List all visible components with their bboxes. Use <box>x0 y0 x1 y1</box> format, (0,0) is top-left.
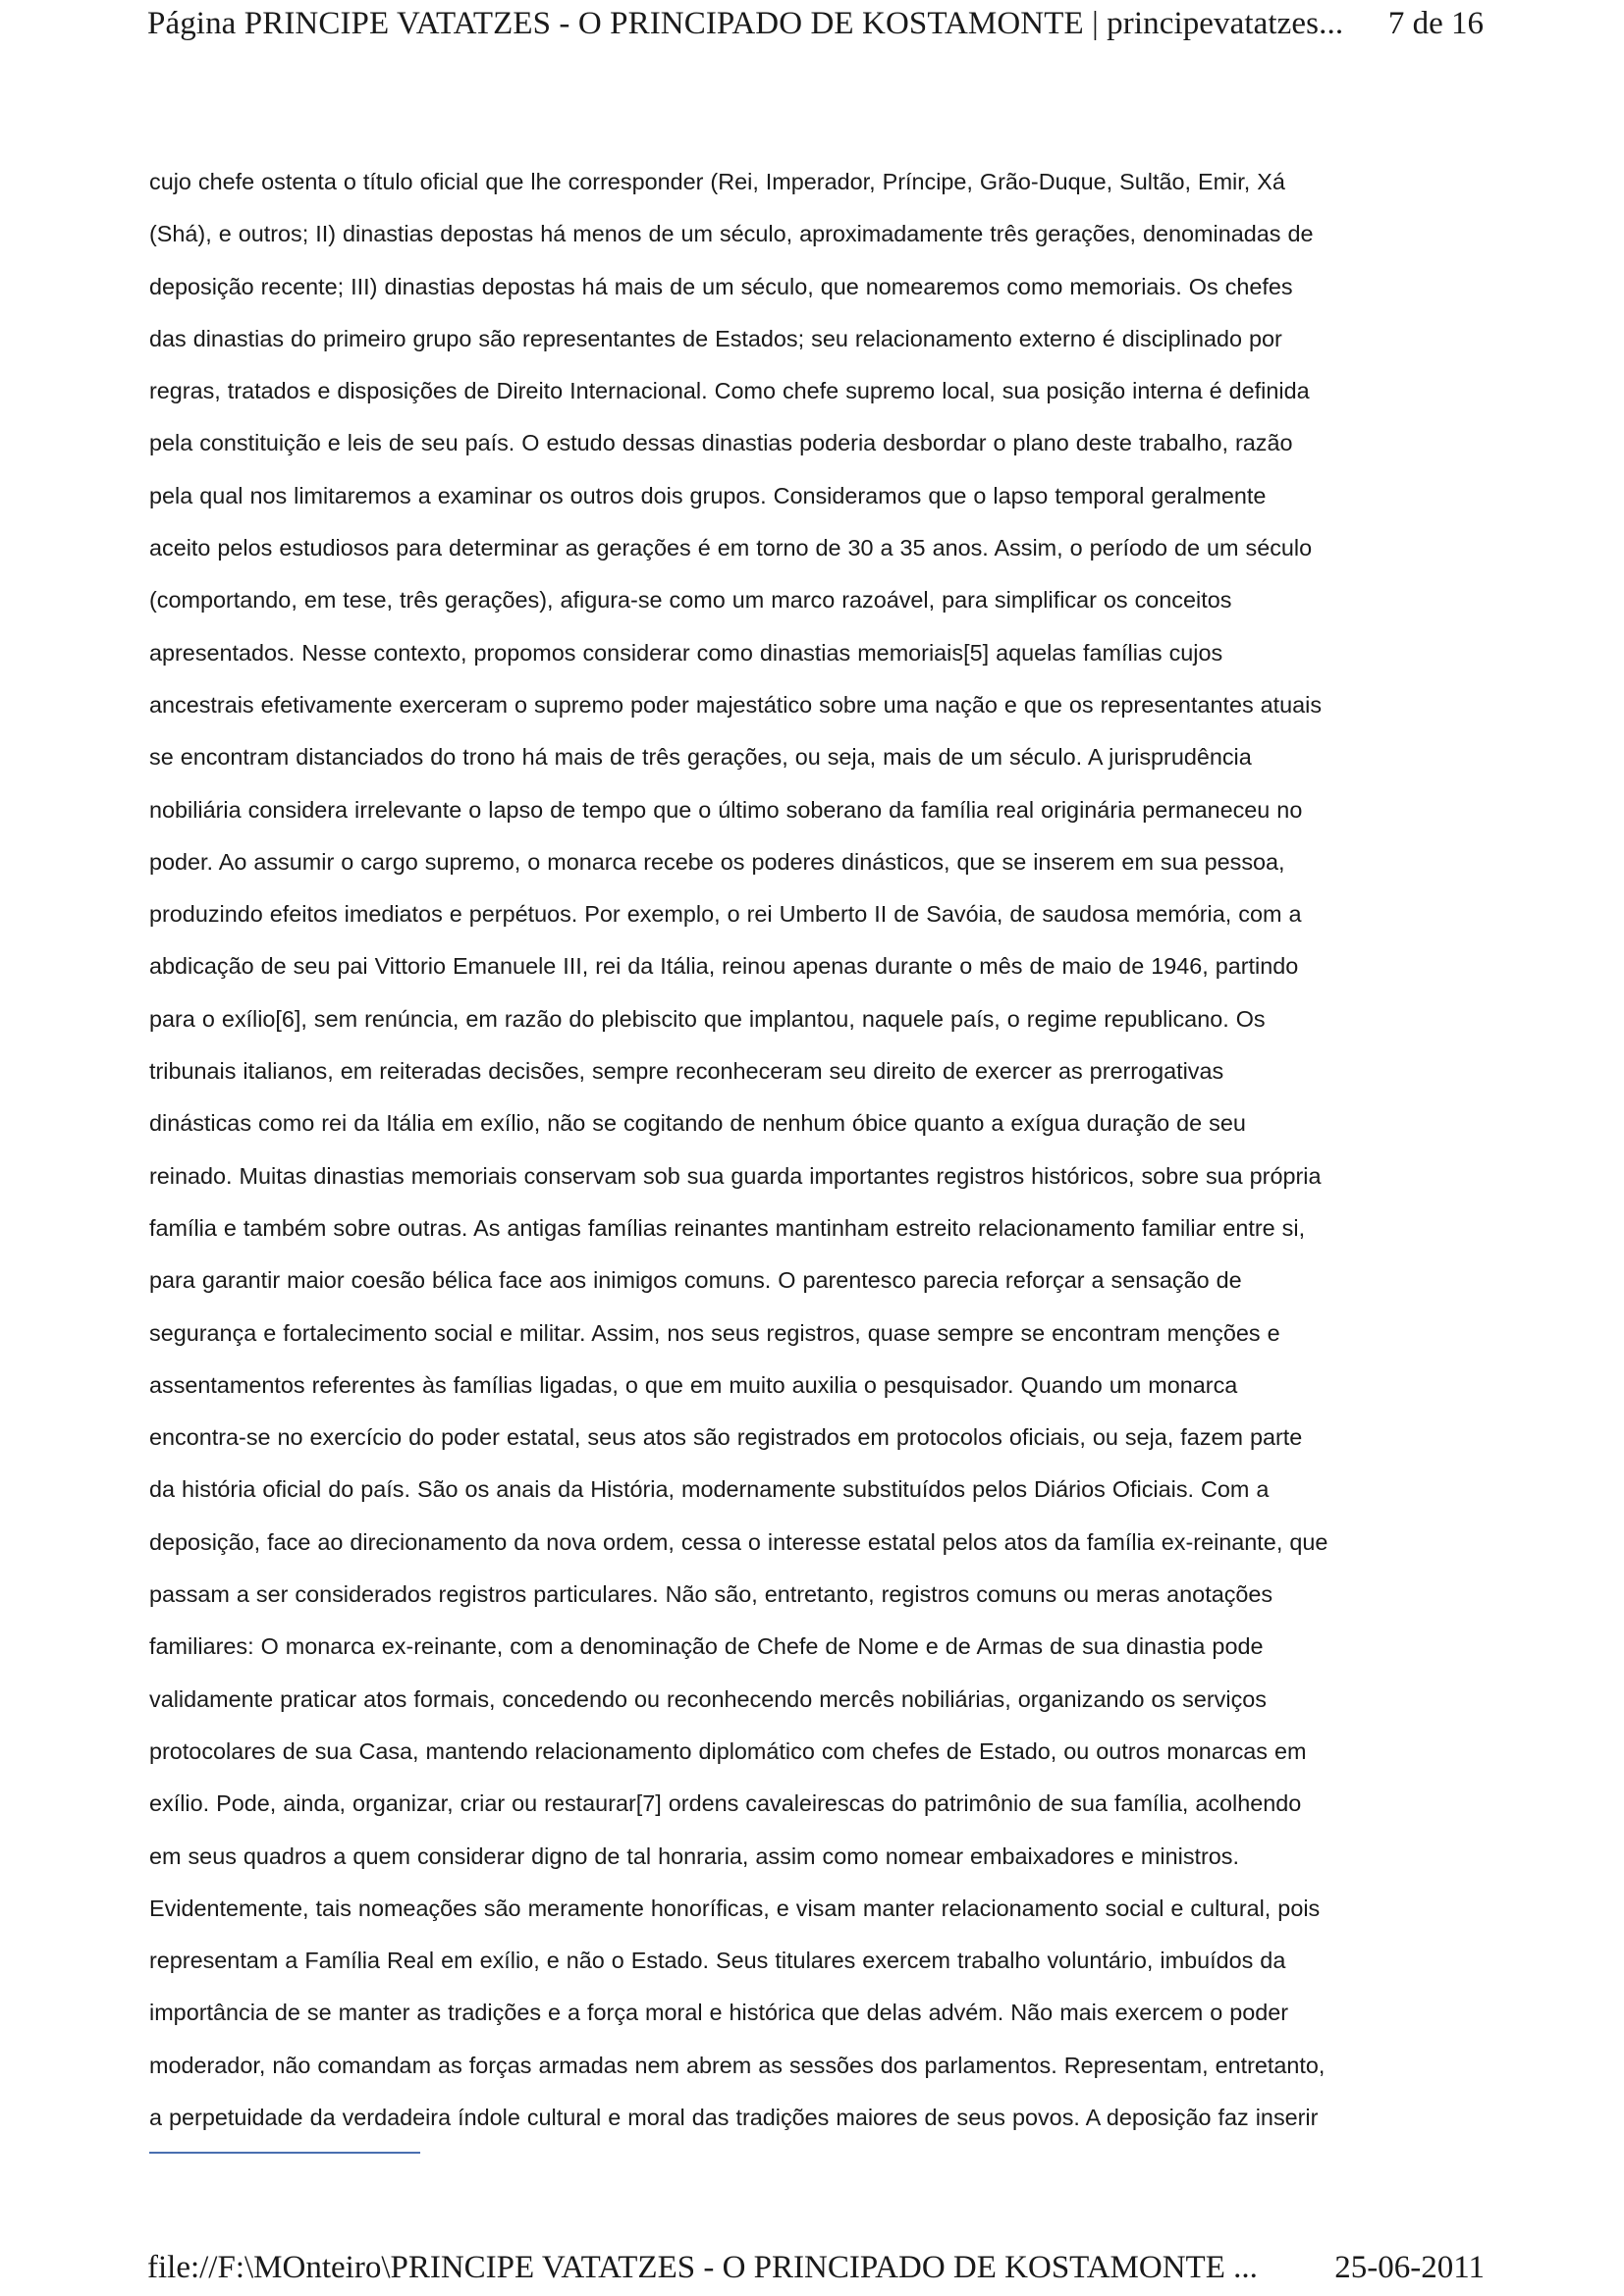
text-line: familiares: O monarca ex-reinante, com a denominação de Chefe de Nome e de Armas de sua dinastia pode <box>149 1633 1264 1660</box>
text-line: dinásticas como rei da Itália em exílio, não se cogitando de nenhum óbice quanto a exígua duração de seu <box>149 1110 1246 1137</box>
text-line: pela qual nos limitaremos a examinar os outros dois grupos. Consideramos que o lapso temporal geralmente <box>149 482 1267 508</box>
text-line: aceito pelos estudiosos para determinar as gerações é em torno de 30 a 35 anos. Assim, o período de um século <box>149 535 1313 561</box>
text-line: moderador, não comandam as forças armadas nem abrem as sessões dos parlamentos. Representam, entretanto, <box>149 2052 1326 2078</box>
document-body <box>149 156 1485 2144</box>
text-line: exílio. Pode, ainda, organizar, criar ou restaurar[7] ordens cavaleirescas do patrimônio de sua família, acolhendo <box>149 1790 1302 1817</box>
text-line: encontra-se no exercício do poder estatal, seus atos são registrados em protocolos oficiais, ou seja, fazem parte <box>149 1424 1303 1451</box>
text-line: das dinastias do primeiro grupo são representantes de Estados; seu relacionamento externo é disciplinado por <box>149 325 1282 351</box>
text-line: da história oficial do país. São os anais da História, modernamente substituídos pelos Diários Oficiais. Com a <box>149 1476 1270 1503</box>
header-title: Página PRINCIPE VATATZES - O PRINCIPADO DE KOSTAMONTE | principevatatzes... <box>147 6 1344 41</box>
text-line: ancestrais efetivamente exerceram o supremo poder majestático sobre uma nação e que os representantes atuais <box>149 691 1323 718</box>
page-number: 7 de 16 <box>1387 6 1484 41</box>
text-line: regras, tratados e disposições de Direito Internacional. Como chefe supremo local, sua posição interna é definida <box>149 378 1310 404</box>
text-line: protocolares de sua Casa, mantendo relacionamento diplomático com chefes de Estado, ou outros monarcas em <box>149 1737 1307 1764</box>
file-path: file://F:\MOnteiro\PRINCIPE VATATZES - O PRINCIPADO DE KOSTAMONTE ... <box>147 2250 1258 2285</box>
text-line: (comportando, em tese, três gerações), afigura-se como um marco razoável, para simplificar os conceitos <box>149 587 1232 614</box>
text-line: tribunais italianos, em reiteradas decisões, sempre reconheceram seu direito de exercer as prerrogativas <box>149 1058 1224 1085</box>
page-header <box>0 0 1624 59</box>
text-line: família e também sobre outras. As antigas famílias reinantes mantinham estreito relacionamento familiar entre si, <box>149 1214 1306 1241</box>
text-line: em seus quadros a quem considerar digno de tal honraria, assim como nomear embaixadores e ministros. <box>149 1842 1240 1869</box>
footnote-separator <box>149 2152 420 2154</box>
text-line: cujo chefe ostenta o título oficial que lhe corresponder (Rei, Imperador, Príncipe, Grão-Duque, Sultão, Emir, Xá <box>149 169 1285 194</box>
text-line: validamente praticar atos formais, concedendo ou reconhecendo mercês nobiliárias, organizando os serviços <box>149 1685 1267 1712</box>
text-line: para garantir maior coesão bélica face aos inimigos comuns. O parentesco parecia reforçar a sensação de <box>149 1267 1242 1294</box>
text-line: se encontram distanciados do trono há mais de três gerações, ou seja, mais de um século. A jurisprudência <box>149 744 1252 771</box>
text-line: a perpetuidade da verdadeira índole cultural e moral das tradições maiores de seus povos. A deposição faz inserir <box>149 2104 1319 2130</box>
text-line: nobiliária considera irrelevante o lapso de tempo que o último soberano da família real originária permaneceu no <box>149 796 1303 823</box>
text-line: assentamentos referentes às famílias ligadas, o que em muito auxilia o pesquisador. Quando um monarca <box>149 1371 1238 1398</box>
text-line: passam a ser considerados registros particulares. Não são, entretanto, registros comuns ou meras anotações <box>149 1581 1273 1608</box>
text-line: reinado. Muitas dinastias memoriais conservam sob sua guarda importantes registros históricos, sobre sua própria <box>149 1162 1322 1189</box>
text-line: segurança e fortalecimento social e militar. Assim, nos seus registros, quase sempre se encontram menções e <box>149 1319 1280 1346</box>
page-footer <box>0 2248 1624 2296</box>
text-line: apresentados. Nesse contexto, propomos considerar como dinastias memoriais[5] aquelas famílias cujos <box>149 639 1223 666</box>
text-line: poder. Ao assumir o cargo supremo, o monarca recebe os poderes dinásticos, que se inserem em sua pessoa, <box>149 848 1285 875</box>
text-line: deposição, face ao direcionamento da nova ordem, cessa o interesse estatal pelos atos da família ex-reinante, que <box>149 1528 1328 1555</box>
text-line: representam a Família Real em exílio, e não o Estado. Seus titulares exercem trabalho voluntário, imbuídos da <box>149 1948 1286 1974</box>
text-line: Evidentemente, tais nomeações são meramente honoríficas, e visam manter relacionamento social e cultural, pois <box>149 1895 1321 1921</box>
text-line: para o exílio[6], sem renúncia, em razão do plebiscito que implantou, naquele país, o regime republicano. Os <box>149 1005 1266 1032</box>
text-line: produzindo efeitos imediatos e perpétuos. Por exemplo, o rei Umberto II de Savóia, de saudosa memória, com a <box>149 901 1302 928</box>
text-line: abdicação de seu pai Vittorio Emanuele III, rei da Itália, reinou apenas durante o mês de maio de 1946, partindo <box>149 953 1299 980</box>
text-line: deposição recente; III) dinastias depostas há mais de um século, que nomearemos como memoriais. Os chefes <box>149 273 1293 299</box>
text-line: (Shá), e outros; II) dinastias depostas há menos de um século, aproximadamente três gerações, denominadas de <box>149 221 1314 247</box>
text-line: importância de se manter as tradições e a força moral e histórica que delas advém. Não mais exercem o poder <box>149 2000 1289 2026</box>
print-date: 25-06-2011 <box>1334 2250 1485 2285</box>
text-line: pela constituição e leis de seu país. O estudo dessas dinastias poderia desbordar o plano deste trabalho, razão <box>149 430 1293 456</box>
